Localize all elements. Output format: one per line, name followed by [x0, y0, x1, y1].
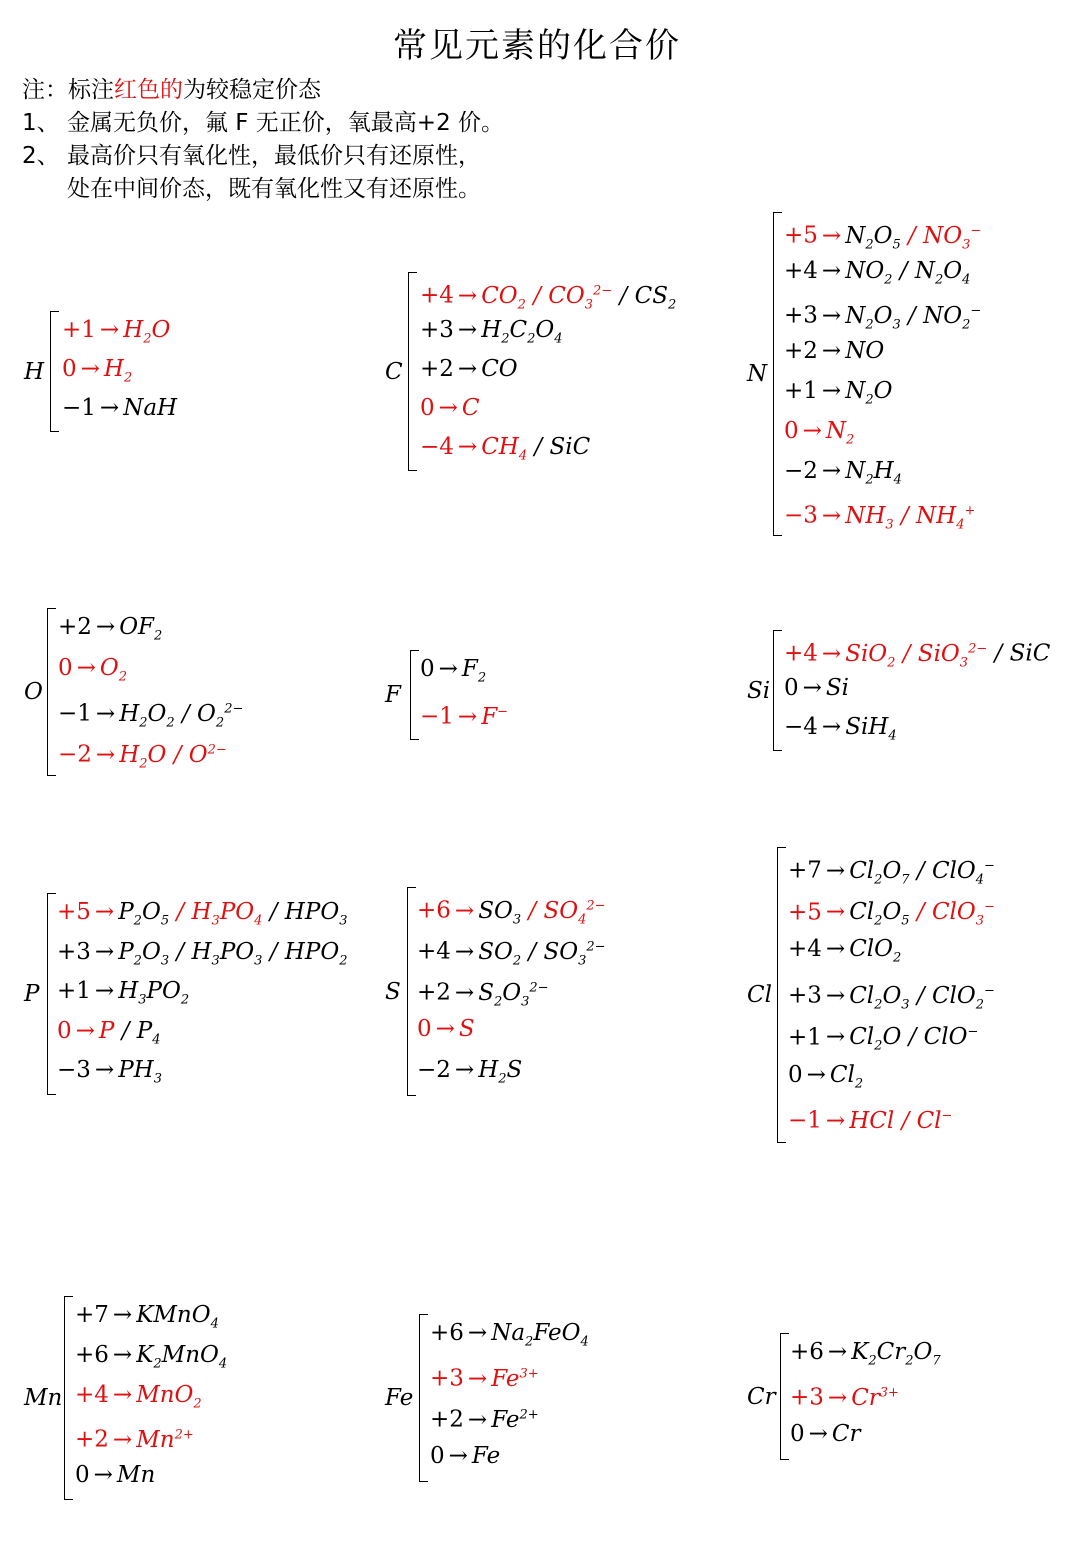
valence-row — [784, 216, 981, 260]
compound-formula: CO — [481, 356, 518, 382]
arrow-icon: → — [454, 938, 475, 965]
valence-row — [784, 376, 892, 416]
valence-row — [58, 612, 162, 652]
arrow-icon: → — [94, 978, 115, 1004]
compound-formula: $N_2$ — [825, 418, 855, 448]
valence-value: −1 — [58, 700, 92, 727]
element-symbol: Fe — [385, 1385, 414, 1411]
element-symbol: Cl — [747, 981, 772, 1008]
valence-row — [420, 697, 508, 732]
compound-formula-extra: / $CS_2$ — [612, 282, 677, 313]
compound-formula: $H_2$ — [103, 356, 133, 386]
compound-formula: Cr — [831, 1421, 861, 1447]
valence-value: +6 — [75, 1342, 109, 1368]
arrow-icon: → — [454, 897, 475, 924]
valence-row — [430, 1441, 500, 1471]
compound-formula-extra: / SiC — [987, 640, 1051, 667]
compound-formula: $K_2MnO_4$ — [136, 1342, 228, 1372]
arrow-icon: → — [457, 703, 478, 730]
valence-row — [58, 694, 243, 738]
element-symbol: Si — [747, 677, 771, 704]
valence-value: +3 — [788, 982, 822, 1009]
valence-value: +3 — [57, 938, 91, 965]
compound-formula: Mn — [116, 1462, 156, 1488]
valence-value: +4 — [417, 938, 451, 965]
valence-row — [788, 934, 901, 974]
compound-formula: ClO$_2$ — [849, 936, 902, 966]
element-symbol: O — [24, 679, 43, 705]
compound-formula: $Na_2FeO_4$ — [491, 1320, 589, 1350]
bracket — [773, 212, 782, 536]
valence-row — [75, 1380, 202, 1420]
arrow-icon: → — [821, 222, 842, 249]
element-symbol: Cr — [747, 1383, 776, 1410]
valence-value: +2 — [75, 1426, 109, 1453]
compound-formula: Si — [825, 675, 850, 701]
valence-row — [430, 1400, 539, 1435]
bracket — [777, 847, 786, 1143]
arrow-icon: → — [448, 1443, 468, 1469]
compound-formula: $CH_4$ — [481, 434, 528, 464]
arrow-icon: → — [94, 938, 115, 965]
valence-row — [788, 1018, 978, 1062]
valence-value: +6 — [417, 897, 451, 924]
valence-value: 0 — [420, 395, 435, 421]
valence-row — [784, 296, 981, 340]
compound-formula: $H_2O / O^{2-}$ — [119, 741, 227, 772]
compound-formula: $Fe^{2+}$ — [491, 1406, 539, 1433]
valence-row — [75, 1460, 155, 1490]
arrow-icon: → — [95, 614, 116, 640]
compound-formula: S — [458, 1016, 475, 1042]
arrow-icon: → — [457, 317, 478, 343]
compound-formula-stable: / ClO$_3$− — [909, 899, 995, 929]
valence-value: −1 — [788, 1107, 822, 1134]
valence-value: +1 — [62, 317, 96, 343]
valence-value: +5 — [784, 222, 818, 249]
compound-formula: NaH — [123, 395, 178, 421]
valence-row — [784, 673, 849, 703]
arrow-icon: → — [112, 1302, 133, 1328]
compound-formula: SiO$_2$ / SiO$_3^{2-}$ — [845, 640, 988, 671]
bracket — [50, 311, 59, 432]
valence-row — [430, 1318, 589, 1358]
valence-row — [417, 891, 606, 935]
valence-row — [75, 1340, 227, 1380]
compound-formula: KMnO$_4$ — [136, 1302, 219, 1332]
arrow-icon: → — [467, 1320, 488, 1346]
compound-formula: $O_2$ — [99, 655, 128, 685]
compound-formula: Fe — [471, 1443, 501, 1469]
element-symbol: F — [385, 682, 401, 708]
compound-formula: $PH_3$ — [118, 1057, 163, 1087]
compound-formula: $Cl_2O_7 / ClO_4^-$ — [849, 857, 995, 888]
arrow-icon: → — [825, 982, 846, 1009]
compound-formula: $H_2S$ — [478, 1057, 523, 1087]
bracket — [407, 887, 416, 1096]
valence-value: +2 — [58, 614, 92, 640]
valence-row — [57, 1055, 162, 1095]
bracket — [47, 893, 56, 1095]
valence-value: 0 — [788, 1061, 803, 1088]
valence-value: +4 — [75, 1382, 109, 1408]
arrow-icon: → — [76, 655, 96, 681]
compound-formula-stable: / $H_3PO_4$ — [169, 899, 263, 929]
valence-row — [784, 634, 1050, 678]
valence-row — [784, 256, 970, 296]
compound-formula-extra: / $HPO_3$ — [262, 899, 348, 929]
arrow-icon: → — [75, 1017, 95, 1044]
arrow-icon: → — [821, 458, 842, 484]
arrow-icon: → — [821, 502, 842, 529]
bracket — [419, 1314, 428, 1482]
valence-row — [75, 1300, 219, 1340]
arrow-icon: → — [457, 434, 478, 460]
bracket — [410, 650, 419, 740]
compound-formula-extra: / $P_4$ — [114, 1017, 161, 1048]
arrow-icon: → — [454, 979, 475, 1006]
compound-formula: $F_2$ — [461, 656, 487, 686]
valence-row — [784, 456, 902, 496]
compound-formula: MnO$_2$ — [136, 1382, 202, 1412]
valence-value: 0 — [784, 418, 799, 444]
valence-row — [62, 315, 170, 355]
arrow-icon: → — [825, 1024, 846, 1051]
valence-row — [420, 276, 676, 320]
valence-row — [788, 976, 995, 1020]
arrow-icon: → — [454, 1057, 475, 1083]
valence-row — [75, 1420, 194, 1455]
arrow-icon: → — [467, 1406, 488, 1433]
valence-value: −1 — [420, 703, 454, 730]
compound-formula: $Cr^{3+}$ — [851, 1384, 899, 1411]
valence-row — [62, 354, 132, 394]
element-symbol: P — [24, 980, 40, 1007]
compound-formula: $H_2C_2O_4$ — [481, 317, 563, 347]
arrow-icon: → — [438, 656, 458, 682]
valence-value: 0 — [420, 656, 435, 682]
arrow-icon: → — [93, 1462, 113, 1488]
valence-row — [62, 393, 177, 423]
arrow-icon: → — [112, 1382, 133, 1408]
arrow-icon: → — [806, 1061, 826, 1088]
arrow-icon: → — [95, 700, 116, 727]
compound-formula: $K_2Cr_2O_7$ — [851, 1339, 941, 1369]
compound-formula: F− — [481, 703, 509, 730]
valence-value: +2 — [430, 1406, 464, 1433]
valence-value: +4 — [788, 936, 822, 963]
arrow-icon: → — [821, 338, 842, 364]
compound-formula: $N_2O$ — [845, 378, 893, 408]
valence-value: 0 — [75, 1462, 90, 1488]
valence-value: +6 — [790, 1339, 824, 1365]
compound-formula: $P_2O_3 / H_3PO_3 / HPO_2$ — [118, 938, 348, 969]
valence-row — [57, 976, 189, 1016]
compound-formula: P — [98, 1017, 115, 1044]
valence-value: 0 — [62, 356, 77, 382]
valence-row — [788, 1060, 863, 1100]
compound-formula: $H_2O_2 / O_2^{2-}$ — [119, 700, 244, 731]
valence-row — [417, 932, 606, 976]
compound-formula: HCl / Cl− — [849, 1107, 953, 1134]
valence-value: +4 — [420, 282, 454, 309]
valence-row — [430, 1359, 539, 1394]
compound-formula: $Cl_2$ — [829, 1061, 864, 1092]
arrow-icon: → — [112, 1342, 133, 1368]
valence-value: 0 — [430, 1443, 445, 1469]
valence-value: +2 — [784, 338, 818, 364]
valence-row — [420, 654, 486, 694]
arrow-icon: → — [821, 640, 842, 667]
valence-row — [58, 653, 127, 693]
element-symbol: C — [385, 358, 403, 385]
note-suffix: 为较稳定价态 — [183, 77, 321, 103]
compound-formula: SiH$_4$ — [845, 714, 897, 744]
valence-row — [420, 432, 590, 472]
arrow-icon: → — [438, 395, 458, 421]
compound-formula: $Cl_2O_3 / ClO_2^-$ — [849, 982, 995, 1013]
valence-row — [57, 897, 347, 937]
valence-row — [417, 1055, 522, 1095]
arrow-icon: → — [94, 1057, 115, 1083]
valence-value: +1 — [784, 378, 818, 404]
valence-value: +3 — [430, 1365, 464, 1392]
arrow-icon: → — [99, 317, 120, 343]
valence-value: 0 — [790, 1421, 805, 1447]
valence-value: +7 — [75, 1302, 109, 1328]
arrow-icon: → — [457, 356, 478, 382]
compound-formula: $H_2O$ — [123, 317, 171, 347]
valence-row — [788, 851, 995, 895]
element-symbol: Mn — [24, 1385, 63, 1411]
valence-row — [58, 735, 227, 779]
valence-row — [784, 416, 854, 456]
valence-value: −2 — [58, 741, 92, 768]
element-symbol: N — [747, 361, 768, 387]
arrow-icon: → — [821, 302, 842, 329]
valence-row — [420, 354, 518, 384]
compound-formula: C — [461, 395, 480, 421]
arrow-icon: → — [825, 857, 846, 884]
compound-formula: $CO_2 / CO_3^{2-}$ — [481, 282, 613, 313]
valence-row — [417, 1014, 475, 1044]
arrow-icon: → — [112, 1426, 133, 1453]
valence-row — [57, 937, 347, 977]
bracket — [47, 608, 56, 776]
compound-formula: $N_2H_4$ — [845, 458, 902, 488]
valence-value: −3 — [57, 1057, 91, 1083]
compound-formula: $S_2O_3^{2-}$ — [478, 979, 549, 1010]
compound-formula: $NH_3 / NH_4^+$ — [845, 502, 976, 533]
compound-formula: $N_2O_5$ — [845, 222, 901, 253]
valence-value: +7 — [788, 857, 822, 884]
compound-formula: $P_2O_5$ — [118, 899, 170, 929]
compound-formula: $OF_2$ — [119, 614, 163, 644]
compound-formula: $Fe^{3+}$ — [491, 1365, 539, 1392]
arrow-icon: → — [827, 1339, 848, 1365]
compound-formula: $Cl_2O / ClO^-$ — [849, 1024, 979, 1055]
valence-value: +1 — [788, 1024, 822, 1051]
arrow-icon: → — [95, 741, 116, 768]
element-symbol: H — [24, 358, 45, 385]
note-line-3: 处在中间价态，既有氧化性又有还原性。 — [67, 176, 481, 202]
valence-row — [420, 315, 563, 355]
arrow-icon: → — [457, 282, 478, 309]
arrow-icon: → — [821, 258, 842, 284]
arrow-icon: → — [821, 378, 842, 404]
valence-row — [57, 1016, 161, 1056]
arrow-icon: → — [435, 1016, 455, 1042]
note-line-2: 2、 最高价只有氧化性，最低价只有还原性， — [22, 143, 481, 169]
bracket — [64, 1296, 73, 1500]
note-red-text: 红色的 — [114, 77, 183, 103]
bracket — [780, 1333, 789, 1460]
arrow-icon: → — [802, 675, 822, 701]
compound-formula-stable: / $NO_3^-$ — [900, 222, 982, 253]
valence-row — [790, 1337, 941, 1377]
compound-formula: $Mn^{2+}$ — [136, 1426, 194, 1453]
compound-formula: NO — [845, 338, 885, 364]
valence-row — [784, 496, 975, 540]
valence-value: +3 — [420, 317, 454, 343]
valence-value: 0 — [417, 1016, 432, 1042]
valence-value: −4 — [420, 434, 454, 460]
note-line-1: 1、 金属无负价，氟 F 无正价，氧最高+2 价。 — [22, 110, 505, 136]
compound-formula: $SO_3$ — [478, 897, 522, 928]
arrow-icon: → — [808, 1421, 828, 1447]
arrow-icon: → — [827, 1384, 848, 1411]
compound-formula-extra: / SiC — [527, 434, 591, 460]
arrow-icon: → — [825, 936, 846, 963]
valence-row — [790, 1419, 861, 1449]
valence-row — [417, 973, 549, 1017]
valence-value: −4 — [784, 714, 818, 740]
note-line-0 — [22, 74, 321, 107]
valence-value: +2 — [417, 979, 451, 1006]
note-prefix: 注：标注 — [22, 77, 114, 103]
valence-value: +5 — [57, 899, 91, 925]
valence-value: +5 — [788, 899, 822, 926]
valence-value: +3 — [784, 302, 818, 329]
arrow-icon: → — [825, 899, 846, 926]
page-title: 常见元素的化合价 — [393, 26, 681, 66]
arrow-icon: → — [94, 899, 115, 925]
compound-formula-stable: / $SO_4^{2-}$ — [521, 897, 606, 928]
valence-row — [788, 893, 995, 937]
valence-value: +1 — [57, 978, 91, 1004]
valence-row — [784, 712, 897, 752]
valence-value: 0 — [784, 675, 799, 701]
arrow-icon: → — [80, 356, 100, 382]
valence-value: +4 — [784, 258, 818, 284]
valence-value: +3 — [790, 1384, 824, 1411]
compound-formula: $N_2O_3 / NO_2^-$ — [845, 302, 982, 333]
valence-row — [420, 393, 480, 423]
valence-row — [784, 336, 884, 366]
valence-value: −2 — [417, 1057, 451, 1083]
arrow-icon: → — [467, 1365, 488, 1392]
valence-value: 0 — [58, 655, 73, 681]
valence-row — [790, 1378, 899, 1413]
valence-value: +4 — [784, 640, 818, 667]
compound-formula: $Cl_2O_5$ — [849, 899, 910, 929]
valence-value: −3 — [784, 502, 818, 529]
element-symbol: S — [385, 978, 401, 1005]
arrow-icon: → — [825, 1107, 846, 1134]
valence-value: −1 — [62, 395, 96, 421]
valence-row — [788, 1101, 952, 1136]
arrow-icon: → — [821, 714, 842, 740]
valence-value: +2 — [420, 356, 454, 382]
bracket — [408, 272, 417, 471]
arrow-icon: → — [99, 395, 120, 421]
valence-value: 0 — [57, 1017, 72, 1044]
compound-formula: $NO_2 / N_2O_4$ — [845, 258, 971, 288]
valence-value: −2 — [784, 458, 818, 484]
arrow-icon: → — [802, 418, 822, 444]
bracket — [773, 630, 782, 751]
compound-formula: $SO_2 / SO_3^{2-}$ — [478, 938, 606, 969]
valence-value: +6 — [430, 1320, 464, 1346]
compound-formula: $H_3PO_2$ — [118, 978, 190, 1008]
